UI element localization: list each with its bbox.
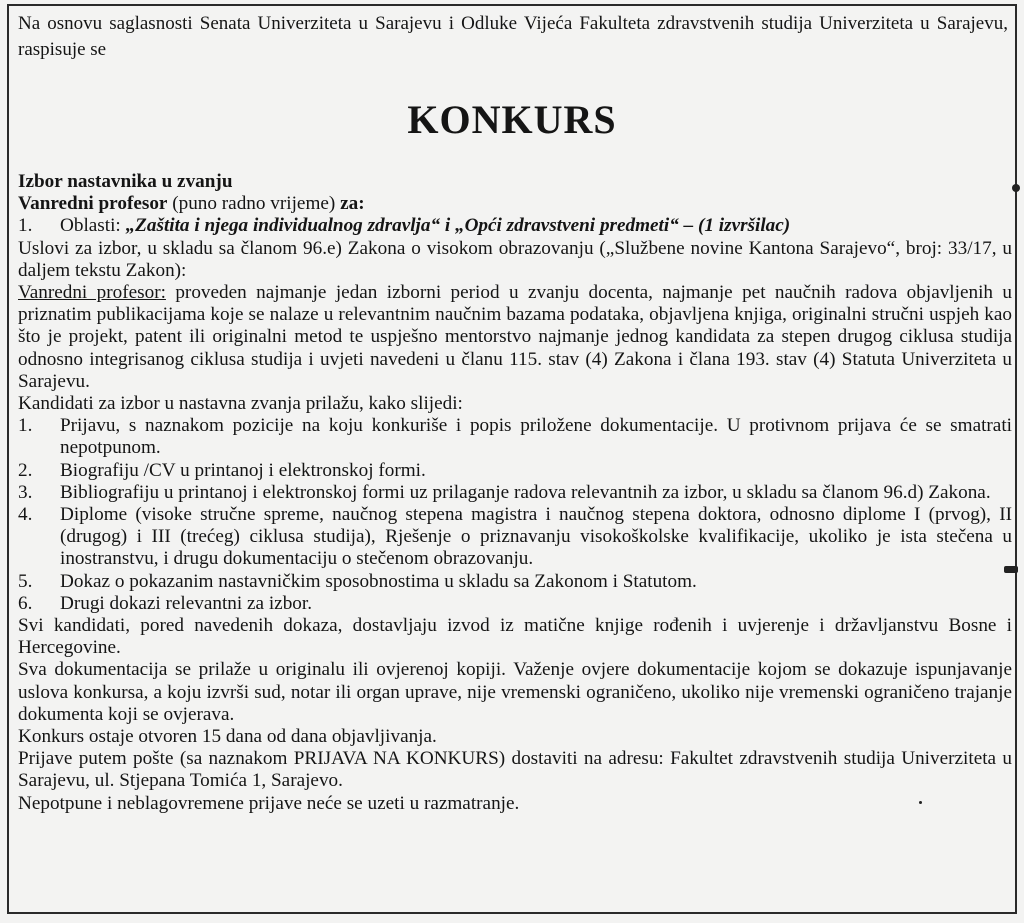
list-item-text: Prijavu, s naznakom pozicije na koju konkuriše i popis priložene dokumentacije. U protivnom prijava će se smatrati nepotpunom. xyxy=(60,415,1012,459)
submission-paragraph: Prijave putem pošte (sa naznakom PRIJAVA NA KONKURS) dostaviti na adresu: Fakultet zdravstvenih studija Univerziteta u Sarajevu, ul. Stjepana Tomića 1, Sarajevo. xyxy=(18,748,1012,792)
area-text xyxy=(60,215,1012,237)
requirements-paragraph xyxy=(18,282,1012,393)
list-item-number: 4. xyxy=(18,504,33,526)
list-item-number: 6. xyxy=(18,592,33,614)
duration-paragraph: Konkurs ostaje otvoren 15 dana od dana objavljivanja. xyxy=(18,726,437,748)
list-item xyxy=(18,571,1012,593)
list-item-text: Bibliografiju u printanoj i elektronskoj formi uz prilaganje radova relevantnih za izbor, u skladu sa članom 96.d) Zakona. xyxy=(60,481,991,503)
scan-speck xyxy=(1004,566,1018,573)
area-subjects: „Zaštita i njega individualnog zdravlja“ i „Opći zdravstveni predmeti“ – (1 izvršilac) xyxy=(125,215,791,237)
list-item-text: Drugi dokazi relevantni za izbor. xyxy=(60,592,313,614)
intro-paragraph: Na osnovu saglasnosti Senata Univerziteta u Sarajevu i Odluke Vijeća Fakulteta zdravstvenih studija Univerziteta u Sarajevu, raspisuje se xyxy=(18,13,1008,60)
incomplete-paragraph: Nepotpune i neblagovremene prijave neće se uzeti u razmatranje. xyxy=(18,792,520,814)
conditions-paragraph: Uslovi za izbor, u skladu sa članom 96.e) Zakona o visokom obrazovanju („Službene novine Kantona Sarajevo“, broj: 33/17, u daljem tekstu Zakon): xyxy=(18,237,1012,281)
list-item-text: Diplome (visoke stručne spreme, naučnog stepena magistra i naučnog stepena doktora, odnosno diplome I (prvog), II (drugog) i III (trećeg) ciklusa studija), Rješenje o priznavanju visokoškolske kvalifikacije, ukoliko je ista stečena u inostranstvu, i drugu dokumentaciju o stečenom obrazovanju. xyxy=(60,504,1012,570)
list-item xyxy=(18,415,1012,459)
position-label: Vanredni profesor xyxy=(18,193,168,215)
list-item-number: 1. xyxy=(18,415,33,437)
certification-paragraph: Sva dokumentacija se prilaže u originalu ili ovjerenoj kopiji. Važenje ovjere dokumentacije kojom se dokazuje ispunjavanje uslova konkursa, a koju izvrši sud, notar ili organ uprave, nije vremenski ograničeno, ukoliko nije vremenski ograničeno trajanje dokumenta koji se ovjerava. xyxy=(18,659,1012,725)
list-item xyxy=(18,460,1012,482)
list-item-number: 2. xyxy=(18,459,33,481)
list-item-text: Dokaz o pokazanim nastavničkim sposobnostima u skladu sa Zakonom i Statutom. xyxy=(60,570,697,592)
area-line xyxy=(18,215,1012,237)
document-body xyxy=(18,171,1012,815)
requirements-text: proveden najmanje jedan izborni period u zvanju docenta, najmanje pet naučnih radova objavljenih u priznatim publikacijama koje se nalaze u relevantnim naučnim bazama podataka, objavljena knjiga, originalni stručni uspjeh kao što je projekt, patent ili originalni metod te uspješno mentorstvo najmanje jednog kandidata za stepen drugog ciklusa studija odnosno integrisanog ciklusa studija i uvjeti navedeni u članu 115. stav (4) Zakona i člana 193. stav (4) Statuta Univerziteta u Sarajevu. xyxy=(18,282,1012,392)
section-heading: Izbor nastavnika u zvanju xyxy=(18,171,233,192)
list-item xyxy=(18,482,1012,504)
position-suffix: za: xyxy=(340,193,365,215)
position-employment: (puno radno vrijeme) xyxy=(167,193,341,215)
list-item-number: 3. xyxy=(18,481,33,503)
scan-speck xyxy=(919,801,922,804)
document-title: KONKURS xyxy=(407,97,617,142)
area-number: 1. xyxy=(18,215,33,237)
scan-speck xyxy=(1012,184,1020,192)
position-line xyxy=(18,193,1012,215)
requirements-label: Vanredni profesor: xyxy=(18,282,166,304)
list-item xyxy=(18,593,1012,615)
list-item-number: 5. xyxy=(18,570,33,592)
all-candidates-paragraph: Svi kandidati, pored navedenih dokaza, dostavljaju izvod iz matične knjige rođenih i uvjerenje i državljanstvu Bosne i Hercegovine. xyxy=(18,615,1012,659)
documents-intro: Kandidati za izbor u nastavna zvanja prilažu, kako slijedi: xyxy=(18,393,463,415)
list-item xyxy=(18,504,1012,571)
list-item-text: Biografiju /CV u printanoj i elektronskoj formi. xyxy=(60,459,426,481)
area-prefix: Oblasti: xyxy=(60,215,126,237)
